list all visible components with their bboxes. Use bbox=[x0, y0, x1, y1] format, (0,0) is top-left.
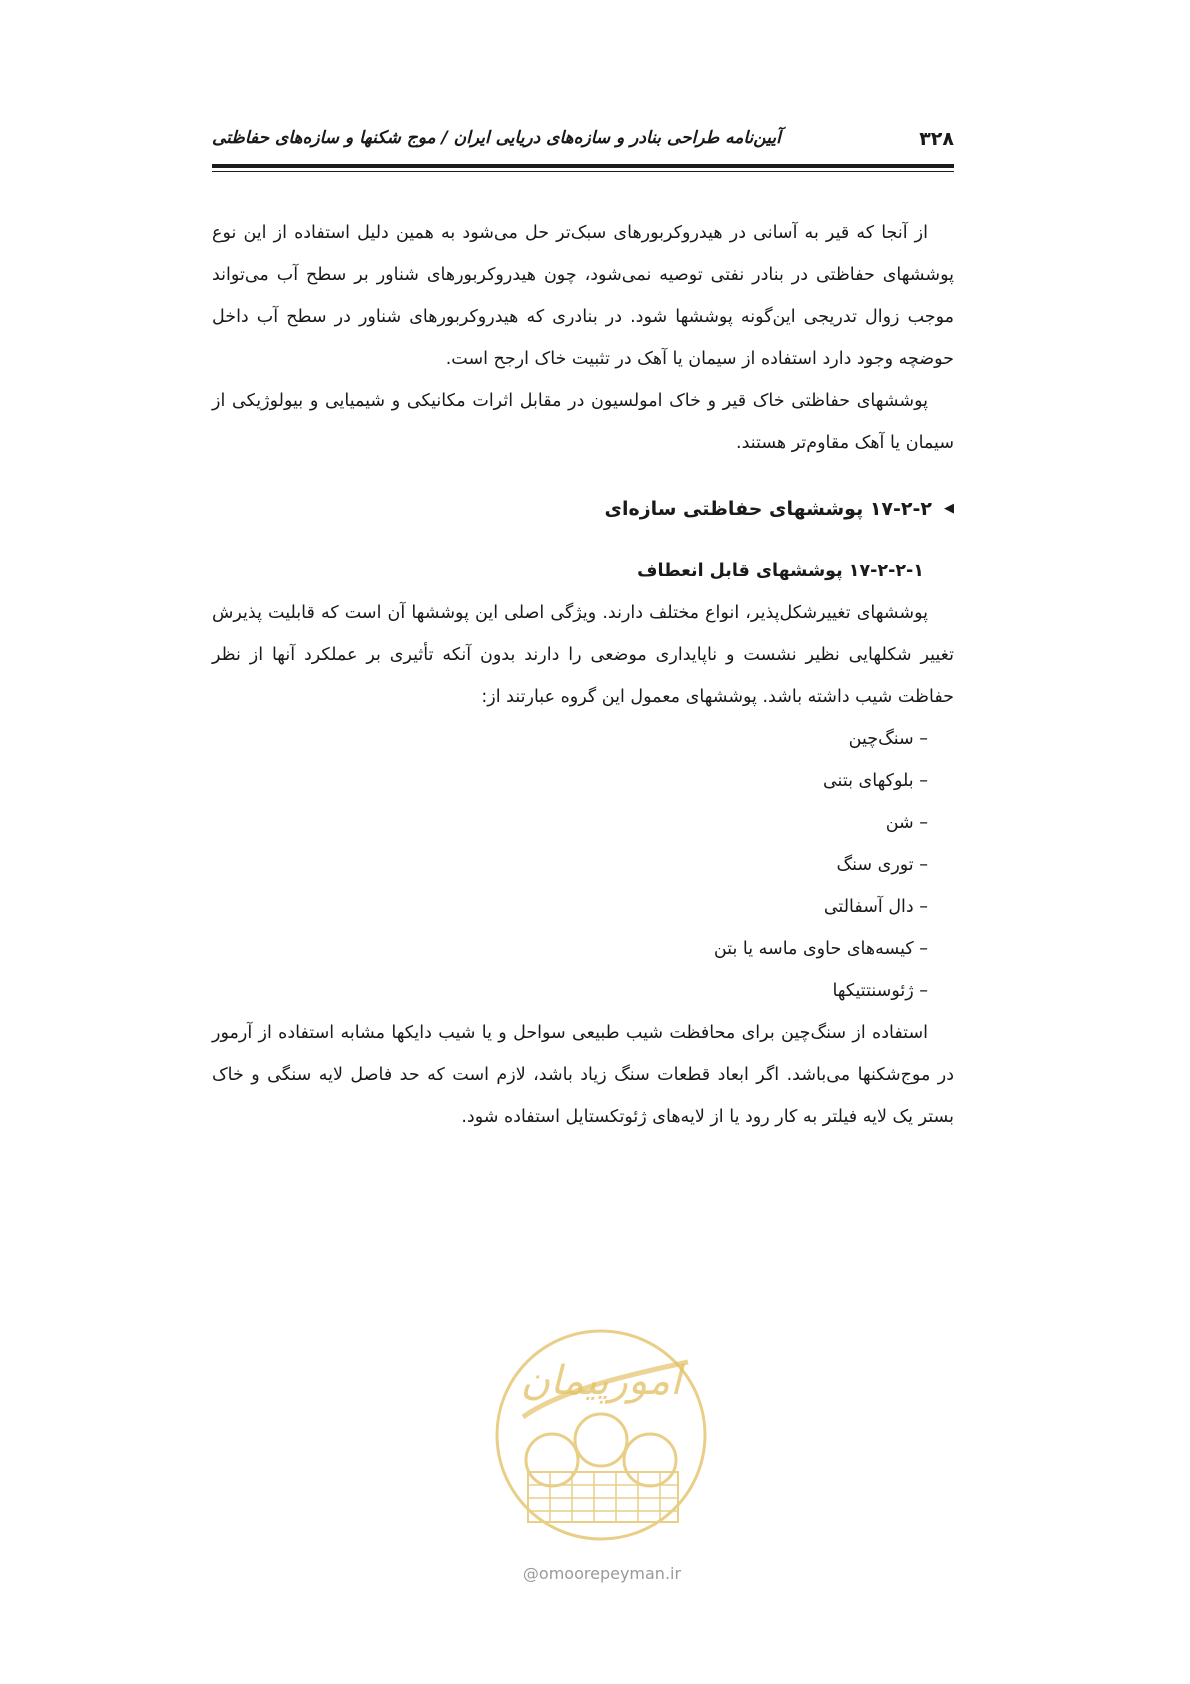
running-title: آیین‌نامه طراحی بنادر و سازه‌های دریایی ایران / موج شکنها و سازه‌های حفاظتی bbox=[212, 128, 781, 148]
paragraph-flexible-coatings: پوششهای تغییرشکل‌پذیر، انواع مختلف دارند. ویژگی اصلی این پوششها آن است که قابلیت پذیرش تغییر شکلهایی نظیر نشست و ناپایداری موضعی را دارند بدون آنکه تأثیری بر عملکرد آنها از نظر حفاظت شیب داشته باشد. پوششهای معمول این گروه عبارتند از: bbox=[212, 603, 954, 707]
list-item: – ژئوسنتتیکها bbox=[832, 981, 928, 1001]
at-icon: @ bbox=[522, 1564, 539, 1583]
list-item: – دال آسفالتی bbox=[823, 897, 928, 917]
subsection-heading: ۱۷-۲-۲-۱ پوششهای قابل انعطاف bbox=[637, 561, 924, 581]
section-heading-text: ۱۷-۲-۲ پوششهای حفاظتی سازه‌ای bbox=[604, 498, 932, 520]
watermark-url bbox=[502, 1564, 702, 1583]
header-rule-thin bbox=[212, 171, 954, 172]
list-item: – شن bbox=[885, 813, 928, 833]
section-heading bbox=[212, 488, 954, 530]
header-rule-thick bbox=[212, 164, 954, 168]
triangle-bullet-icon: ◀ bbox=[944, 501, 954, 516]
page-header bbox=[212, 128, 954, 156]
watermark-url-text: omoorepeyman.ir bbox=[538, 1564, 682, 1583]
coating-types-list bbox=[212, 718, 954, 1012]
page-body bbox=[212, 212, 954, 1138]
list-item: – بلوکهای بتنی bbox=[822, 771, 928, 791]
paragraph-soil-coatings: پوششهای حفاظتی خاک قیر و خاک امولسیون در مقابل اثرات مکانیکی و شیمیایی و بیولوژیکی از سیمان یا آهک مقاوم‌تر هستند. bbox=[212, 391, 954, 453]
watermark-logo-text: امورپیمان bbox=[520, 1358, 682, 1404]
watermark-logo bbox=[488, 1322, 714, 1552]
list-item: – توری سنگ bbox=[836, 855, 928, 875]
list-item: – سنگ‌چین bbox=[848, 729, 928, 749]
paragraph-bitumen: از آنجا که قیر به آسانی در هیدروکربورهای سبک‌تر حل می‌شود به همین دلیل استفاده از این نوع پوششهای حفاظتی در بنادر نفتی توصیه نمی‌شود، چون هیدروکربورهای شناور بر سطح آب می‌تواند موجب زوال تدریجی این‌گونه پوششها شود. در بنادری که هیدروکربورهای شناور در سطح آب داخل حوضچه وجود دارد استفاده از سیمان یا آهک در تثبیت خاک ارجح است. bbox=[212, 223, 954, 369]
paragraph-riprap: استفاده از سنگ‌چین برای محافظت شیب طبیعی سواحل و یا شیب دایکها مشابه استفاده از آرمور در موج‌شکنها می‌باشد. اگر ابعاد قطعات سنگ زیاد باشد، لازم است که حد فاصل لایه سنگی و خاک بستر یک لایه فیلتر به کار رود یا از لایه‌های ژئوتکستایل استفاده شود. bbox=[212, 1023, 954, 1127]
page-number: ۳۲۸ bbox=[919, 128, 954, 150]
list-item: – کیسه‌های حاوی ماسه یا بتن bbox=[713, 939, 928, 959]
